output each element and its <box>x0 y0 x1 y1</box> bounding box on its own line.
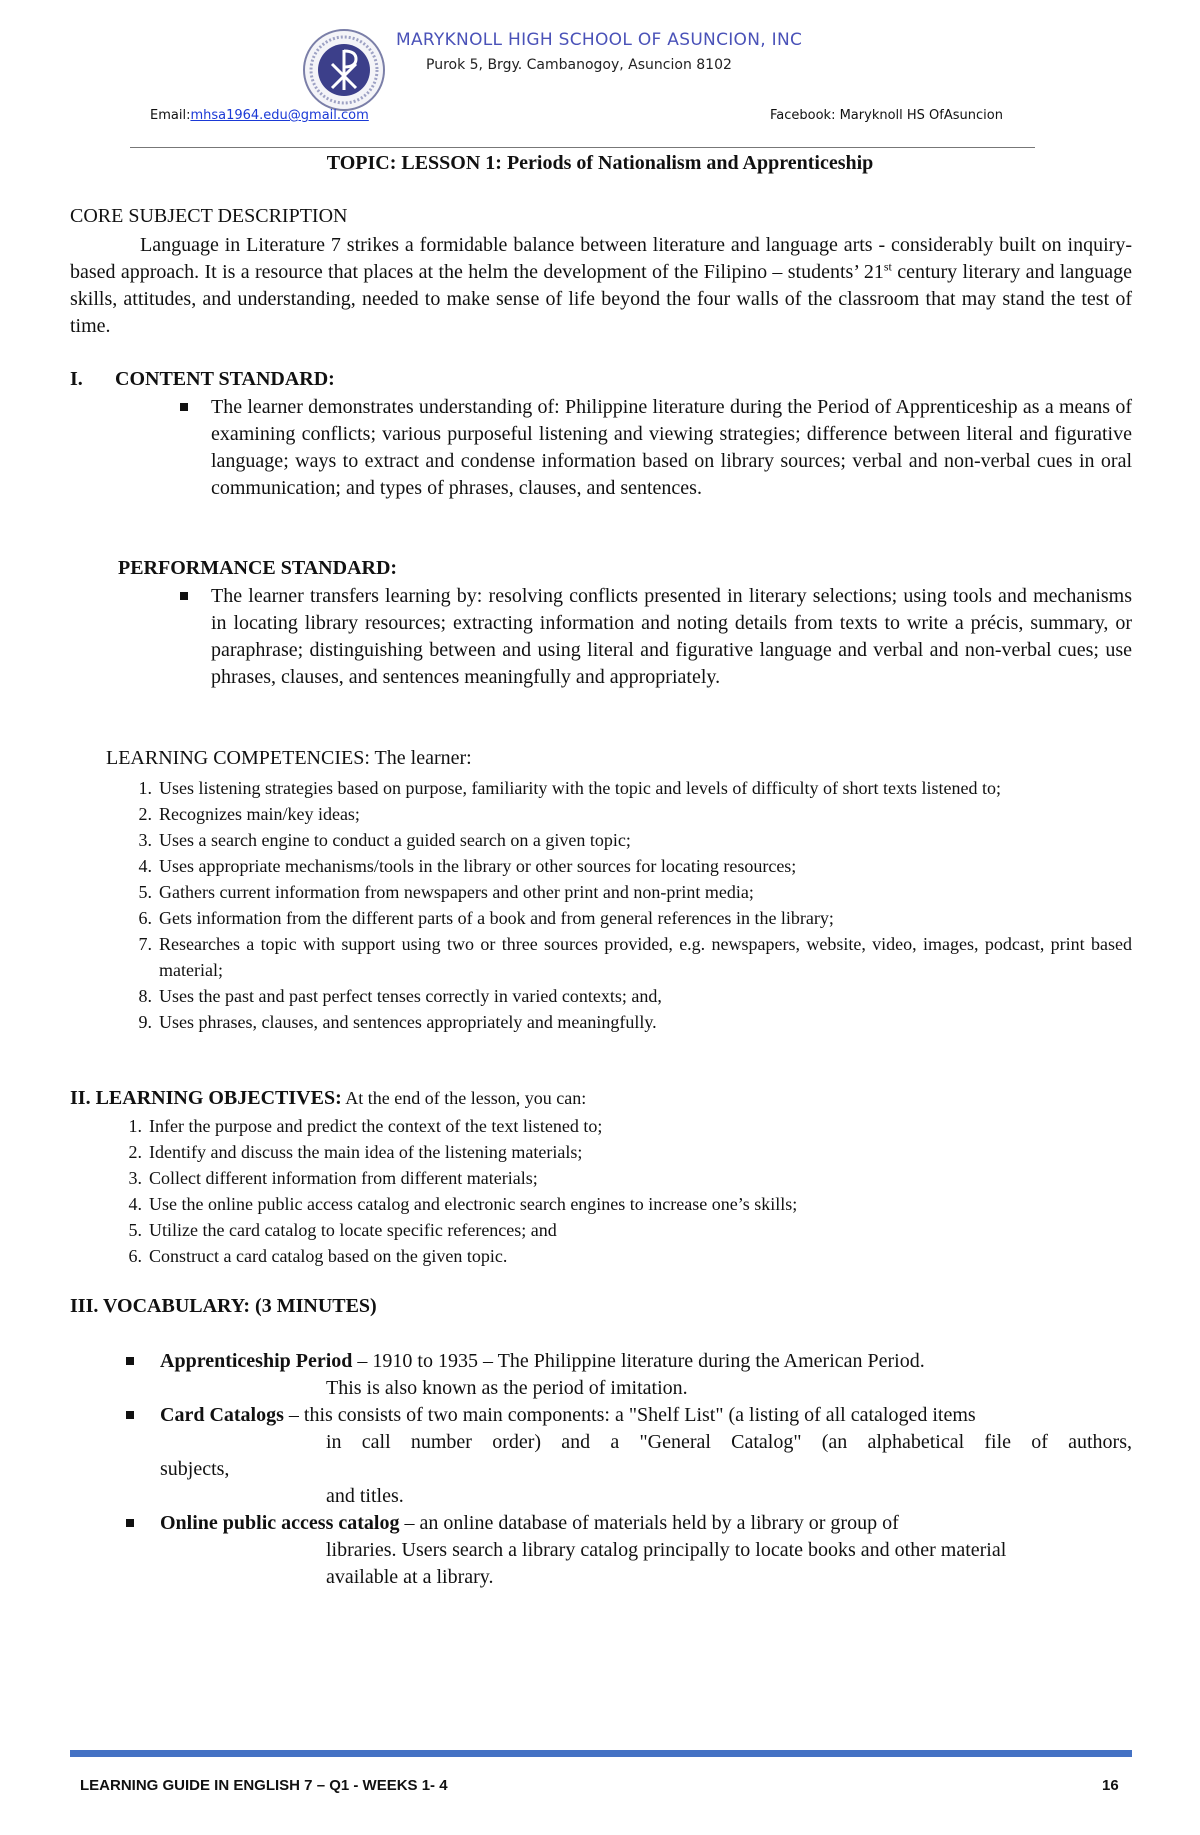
item-text: Researches a topic with support using two or three sources provided, e.g. newspapers, website, video, images, podcast, print based material; <box>159 934 1132 980</box>
vocab-definition: – this consists of two main components: a "Shelf List" (a listing of all cataloged items <box>283 1404 976 1426</box>
item-text: Collect different information from different materials; <box>149 1168 538 1188</box>
item-number: 9. <box>138 1012 152 1032</box>
school-name: MARYKNOLL HIGH SCHOOL OF ASUNCION, INC <box>396 30 803 50</box>
list-item <box>112 905 1132 931</box>
list-item <box>112 983 1132 1009</box>
item-text: Uses appropriate mechanisms/tools in the library or other sources for locating resources; <box>159 856 797 876</box>
objectives-numeral: II. <box>70 1087 91 1109</box>
square-bullet-icon <box>126 1411 134 1419</box>
core-heading: CORE SUBJECT DESCRIPTION <box>70 205 348 227</box>
facebook-line: Facebook: Maryknoll HS OfAsuncion <box>770 108 1003 123</box>
item-text: Uses the past and past perfect tenses correctly in varied contexts; and, <box>159 986 662 1006</box>
item-number: 4. <box>138 856 152 876</box>
list-item <box>112 879 1132 905</box>
item-text: Construct a card catalog based on the given topic. <box>149 1246 508 1266</box>
vocabulary-heading: III. VOCABULARY: (3 MINUTES) <box>70 1295 377 1317</box>
item-number: 8. <box>138 986 152 1006</box>
square-bullet-icon <box>180 403 188 411</box>
vocab-entry-apprenticeship <box>160 1348 1132 1375</box>
core-text-a: Language in Literature 7 strikes a formidable balance between literature and language arts - considerably built on inquiry-based approach. It is a resource that places at the helm the development of the Filipino – students’ 21 <box>70 234 1132 283</box>
objectives-intro: At the end of the lesson, you can: <box>341 1088 587 1108</box>
lesson-topic: TOPIC: LESSON 1: Periods of Nationalism and Apprenticeship <box>326 152 874 174</box>
square-bullet-icon <box>180 592 188 600</box>
list-item <box>112 801 1132 827</box>
email-line <box>150 108 369 123</box>
content-standard-text: The learner demonstrates understanding of: Philippine literature during the Period of Apprenticeship as a means of examining conflicts; various purposeful listening and viewing strategies; difference between literal and figurative language; ways to extract and condense information based on library sources; verbal and non-verbal cues in oral communication; and types of phrases, clauses, and sentences. <box>211 396 1132 499</box>
school-seal-chi-rho-icon <box>302 28 386 112</box>
list-item <box>112 775 1132 801</box>
item-number: 2. <box>138 804 152 824</box>
item-text: Uses a search engine to conduct a guided search on a given topic; <box>159 830 631 850</box>
list-item <box>112 1113 1112 1139</box>
vocab-definition-continued: and titles. <box>326 1485 404 1507</box>
footer-title: LEARNING GUIDE IN ENGLISH 7 – Q1 - WEEKS 1- 4 <box>80 1777 448 1794</box>
item-number: 3. <box>138 830 152 850</box>
competencies-heading-line <box>106 745 472 772</box>
list-item <box>112 853 1132 879</box>
core-text-b: century literary and language skills, attitudes, and understanding, needed to make sense of life beyond the four walls of the classroom that may stand the test of time. <box>70 261 1132 337</box>
email-label: Email: <box>150 108 191 123</box>
vocab-definition-continued: in call number order) and a "General Catalog" (an alphabetical file of authors, <box>326 1431 1132 1453</box>
list-item <box>112 827 1132 853</box>
item-number: 1. <box>138 778 152 798</box>
vocab-term: Apprenticeship Period <box>160 1350 353 1372</box>
objectives-list <box>112 1113 1112 1269</box>
item-text: Identify and discuss the main idea of the listening materials; <box>149 1142 583 1162</box>
list-item <box>112 1191 1112 1217</box>
email-link[interactable]: mhsa1964.edu@gmail.com <box>190 108 369 123</box>
vocab-definition: – 1910 to 1935 – The Philippine literature during the American Period. <box>352 1350 925 1372</box>
footer-divider <box>70 1750 1132 1757</box>
vocab-definition-continued: This is also known as the period of imitation. <box>326 1377 688 1399</box>
header-divider <box>130 147 1035 148</box>
item-number: 5. <box>128 1220 142 1240</box>
competencies-list <box>112 775 1132 1035</box>
item-number: 6. <box>138 908 152 928</box>
vocab-definition: – an online database of materials held by a library or group of <box>399 1512 899 1534</box>
item-number: 2. <box>128 1142 142 1162</box>
list-item <box>112 1217 1112 1243</box>
item-number: 6. <box>128 1246 142 1266</box>
list-item <box>112 1139 1112 1165</box>
square-bullet-icon <box>126 1357 134 1365</box>
list-item <box>112 1009 1132 1035</box>
item-text: Gathers current information from newspapers and other print and non-print media; <box>159 882 754 902</box>
school-address: Purok 5, Brgy. Cambanogoy, Asuncion 8102 <box>426 57 732 73</box>
core-description <box>70 232 1132 340</box>
list-item <box>112 1165 1112 1191</box>
content-standard-numeral: I. <box>70 368 83 390</box>
item-text: Infer the purpose and predict the context of the text listened to; <box>149 1116 603 1136</box>
item-text: Use the online public access catalog and electronic search engines to increase one’s skills; <box>149 1194 798 1214</box>
competencies-intro: : The learner: <box>364 747 472 769</box>
vocab-entry-card-catalogs <box>160 1402 1132 1429</box>
content-standard-heading: CONTENT STANDARD: <box>115 368 335 390</box>
item-text: Utilize the card catalog to locate specific references; and <box>149 1220 557 1240</box>
item-number: 4. <box>128 1194 142 1214</box>
vocab-term: Card Catalogs <box>160 1404 284 1426</box>
vocab-definition-continued: subjects, <box>160 1458 230 1480</box>
page-number: 16 <box>1102 1777 1119 1794</box>
item-text: Uses listening strategies based on purpose, familiarity with the topic and levels of difficulty of short texts listened to; <box>159 778 1002 798</box>
item-number: 7. <box>138 934 152 954</box>
list-item <box>112 931 1132 983</box>
objectives-heading: LEARNING OBJECTIVES: <box>95 1087 342 1109</box>
item-text: Gets information from the different parts of a book and from general references in the library; <box>159 908 834 928</box>
item-number: 3. <box>128 1168 142 1188</box>
vocab-entry-opac <box>160 1510 1132 1537</box>
square-bullet-icon <box>126 1519 134 1527</box>
item-text: Uses phrases, clauses, and sentences appropriately and meaningfully. <box>159 1012 657 1032</box>
competencies-heading: LEARNING COMPETENCIES <box>106 747 365 769</box>
performance-standard-text: The learner transfers learning by: resolving conflicts presented in literary selections; using tools and mechanisms in locating library resources; extracting information and noting details from texts to write a précis, summary, or paraphrase; distinguishing between and using literal and figurative language and verbal and non-verbal cues; use phrases, clauses, and sentences meaningfully and appropriately. <box>211 585 1132 688</box>
vocab-definition-continued: libraries. Users search a library catalog principally to locate books and other material <box>326 1539 1007 1561</box>
core-sup: st <box>883 259 892 274</box>
item-number: 5. <box>138 882 152 902</box>
vocab-term: Online public access catalog <box>160 1512 400 1534</box>
vocab-definition-continued: available at a library. <box>326 1566 494 1588</box>
list-item <box>112 1243 1112 1269</box>
objectives-heading-line <box>70 1085 586 1112</box>
item-number: 1. <box>128 1116 142 1136</box>
item-text: Recognizes main/key ideas; <box>159 804 360 824</box>
performance-standard-heading: PERFORMANCE STANDARD: <box>118 557 398 579</box>
